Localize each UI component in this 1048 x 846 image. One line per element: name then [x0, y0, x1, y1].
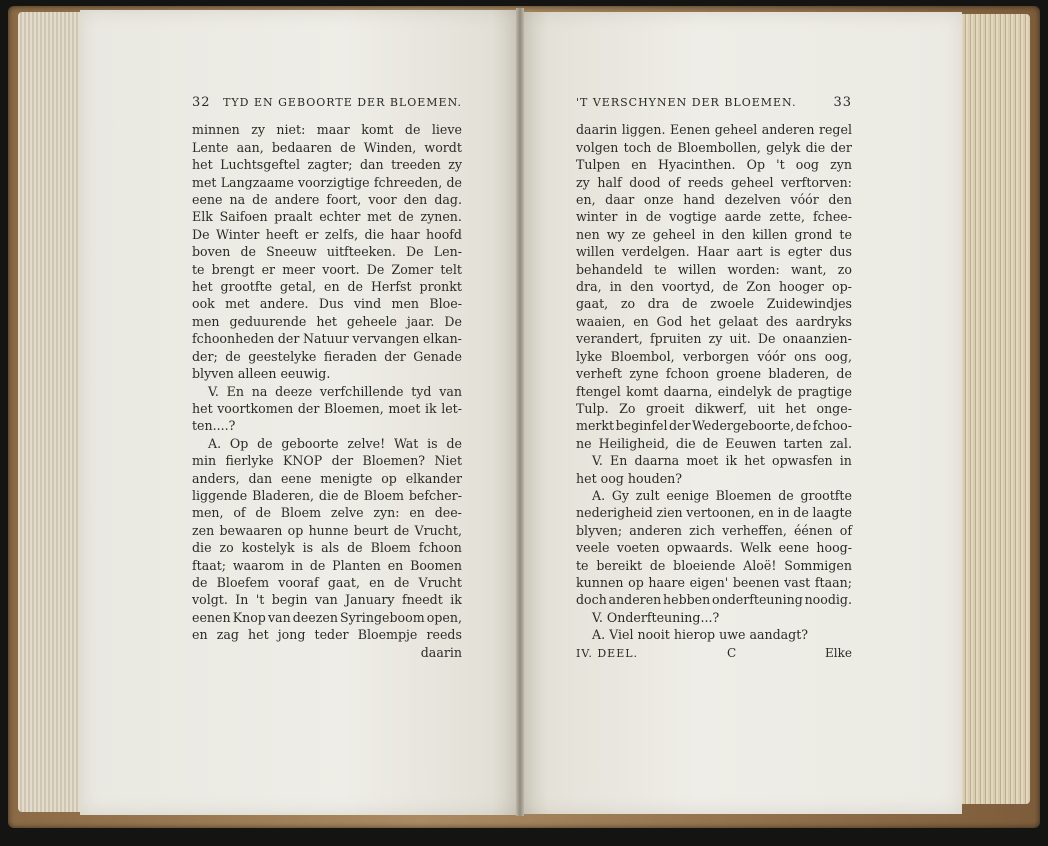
right-text-line: A. Gy zult eenige Bloemen de grootfte	[592, 487, 852, 503]
right-running-title: 'T VERSCHYNEN DER BLOEMEN.	[576, 96, 797, 109]
left-text-line: minnen zy niet: maar komt de lieve	[192, 122, 462, 138]
right-text-line: doch anderen hebben onderfteuning noodig.	[576, 592, 852, 608]
left-text-line: en zag het jong teder Bloempje reeds	[192, 627, 462, 643]
left-text-line: volgt. In 't begin van January fneedt ik	[192, 592, 462, 608]
left-text-line: het Luchtsgeftel zagter; dan treeden zy	[192, 157, 462, 173]
left-catchword: daarin	[420, 644, 462, 660]
right-text-line: en, daar onze hand dezelven vóór den	[576, 192, 852, 208]
right-text-line: het oog houden?	[576, 470, 683, 486]
right-text-line: nederigheid zien vertoonen, en in de laagte	[576, 505, 852, 521]
right-text-line: verheft zyne fchoon groene bladeren, de	[576, 366, 852, 382]
right-text-line: lyke Bloembol, verborgen vóór ons oog,	[576, 348, 852, 364]
left-text-line: De Winter heeft er zelfs, die haar hoofd	[192, 226, 462, 242]
right-text-line: A. Viel nooit hierop uwe aandagt?	[592, 627, 809, 643]
right-text-line: waaien, en God het gelaat des aardryks	[576, 313, 852, 329]
left-text-line: blyven alleen eeuwig.	[192, 366, 331, 382]
left-text-line: zen bewaaren op hunne beurt de Vrucht,	[192, 522, 462, 538]
left-text-line: boven de Sneeuw uitfteeken. De Len-	[192, 244, 462, 260]
right-running-head	[576, 94, 852, 111]
left-page-number: 32	[192, 95, 211, 110]
left-text-line: ook met andere. Dus vind men Bloe-	[192, 296, 462, 312]
left-text-line: ten....?	[192, 418, 236, 434]
left-text-line: die zo kostelyk is als de Bloem fchoon	[192, 540, 462, 556]
left-running-title: TYD EN GEBOORTE DER BLOEMEN.	[223, 96, 462, 109]
right-text-line: daarin liggen. Eenen geheel anderen regel	[576, 122, 852, 138]
left-page-edges	[18, 12, 88, 812]
left-text-line: A. Op de geboorte zelve! Wat is de	[208, 435, 462, 451]
right-text-line: volgen toch de Bloembollen, gelyk die der	[576, 139, 852, 155]
left-text-line: liggende Bladeren, die de Bloem befcher-	[192, 487, 462, 503]
right-page-footer	[576, 645, 852, 662]
left-text-line: anders, dan eene menigte op elkander	[192, 470, 462, 486]
right-text-line: zy half dood of reeds geheel verftorven:	[576, 174, 852, 190]
left-text-line: Elk Saifoen praalt echter met de zynen.	[192, 209, 462, 225]
right-body-lines	[576, 121, 852, 643]
right-text-line: ftengel komt daarna, eindelyk de pragtige	[576, 383, 852, 399]
right-text-line: Tulpen en Hyacinthen. Op 't oog zyn	[576, 157, 852, 173]
right-page-text	[576, 94, 852, 662]
right-text-line: veele voeten opwaards. Welk eene hoog-	[576, 540, 852, 556]
left-text-line: het grootfte getal, en de Herfst pronkt	[192, 279, 462, 295]
left-text-line: der; de geestelyke fieraden der Genade	[192, 348, 462, 364]
right-text-line: merkt beginfel der Wedergeboorte, de fchoo-	[576, 418, 852, 434]
right-text-line: blyven; anderen zich verheffen, éénen of	[576, 522, 852, 538]
left-text-line: de Bloefem vooraf gaat, en de Vrucht	[192, 574, 462, 590]
left-body-lines	[192, 121, 462, 643]
left-running-head	[192, 94, 462, 111]
left-text-line: eene na de andere foort, voor den dag.	[192, 192, 462, 208]
right-text-line: nen wy ze geheel in den killen grond te	[576, 226, 852, 242]
left-text-line: het voortkomen der Bloemen, moet ik let-	[192, 400, 462, 416]
right-text-line: Tulp. Zo groeit dikwerf, uit het onge-	[576, 400, 852, 416]
right-text-line: V. Onderfteuning...?	[592, 609, 720, 625]
left-text-line: Lente aan, bedaaren de Winden, wordt	[192, 139, 462, 155]
right-text-line: verandert, fpruiten zy uit. De onaanzien-	[576, 331, 852, 347]
right-text-line: behandeld te willen worden: want, zo	[576, 261, 852, 277]
right-text-line: V. En daarna moet ik het opwasfen in	[592, 453, 852, 469]
left-text-line: te brengt er meer voort. De Zomer telt	[192, 261, 462, 277]
right-text-line: ne Heiligheid, die de Eeuwen tarten zal.	[576, 435, 852, 451]
left-text-line: min fierlyke KNOP der Bloemen? Niet	[192, 453, 462, 469]
left-text-line: men geduurende het geheele jaar. De	[192, 313, 462, 329]
right-text-line: willen verdelgen. Haar aart is egter dus	[576, 244, 852, 260]
left-text-line: men, of de Bloem zelve zyn: en dee-	[192, 505, 462, 521]
book-gutter	[516, 8, 524, 816]
left-page-text	[192, 94, 462, 661]
right-text-line: winter in de vogtige aarde zette, fchee-	[576, 209, 852, 225]
left-text-line: fchoonheden der Natuur vervangen elkan-	[192, 331, 462, 347]
left-text-line: ftaat; waarom in de Planten en Boomen	[192, 557, 462, 573]
right-text-line: kunnen op haare eigen' beenen vast ftaan;	[576, 574, 852, 590]
right-text-line: dra, in den voortyd, de Zon hooger op-	[576, 279, 852, 295]
left-text-line: V. En na deeze verfchillende tyd van	[208, 383, 462, 399]
left-catchword-line	[192, 644, 462, 661]
gathering-mark: C	[726, 645, 737, 660]
signature-mark: IV. DEEL.	[576, 646, 639, 660]
left-text-line: met Langzaame voorzigtige fchreeden, de	[192, 174, 462, 190]
right-page-number: 33	[833, 95, 852, 110]
right-text-line: gaat, zo dra de zwoele Zuidewindjes	[576, 296, 852, 312]
left-text-line: eenen Knop van deezen Syringeboom open,	[192, 609, 462, 625]
right-text-line: te bereikt de bloeiende Aloë! Sommigen	[576, 557, 852, 573]
right-catchword: Elke	[825, 645, 852, 660]
